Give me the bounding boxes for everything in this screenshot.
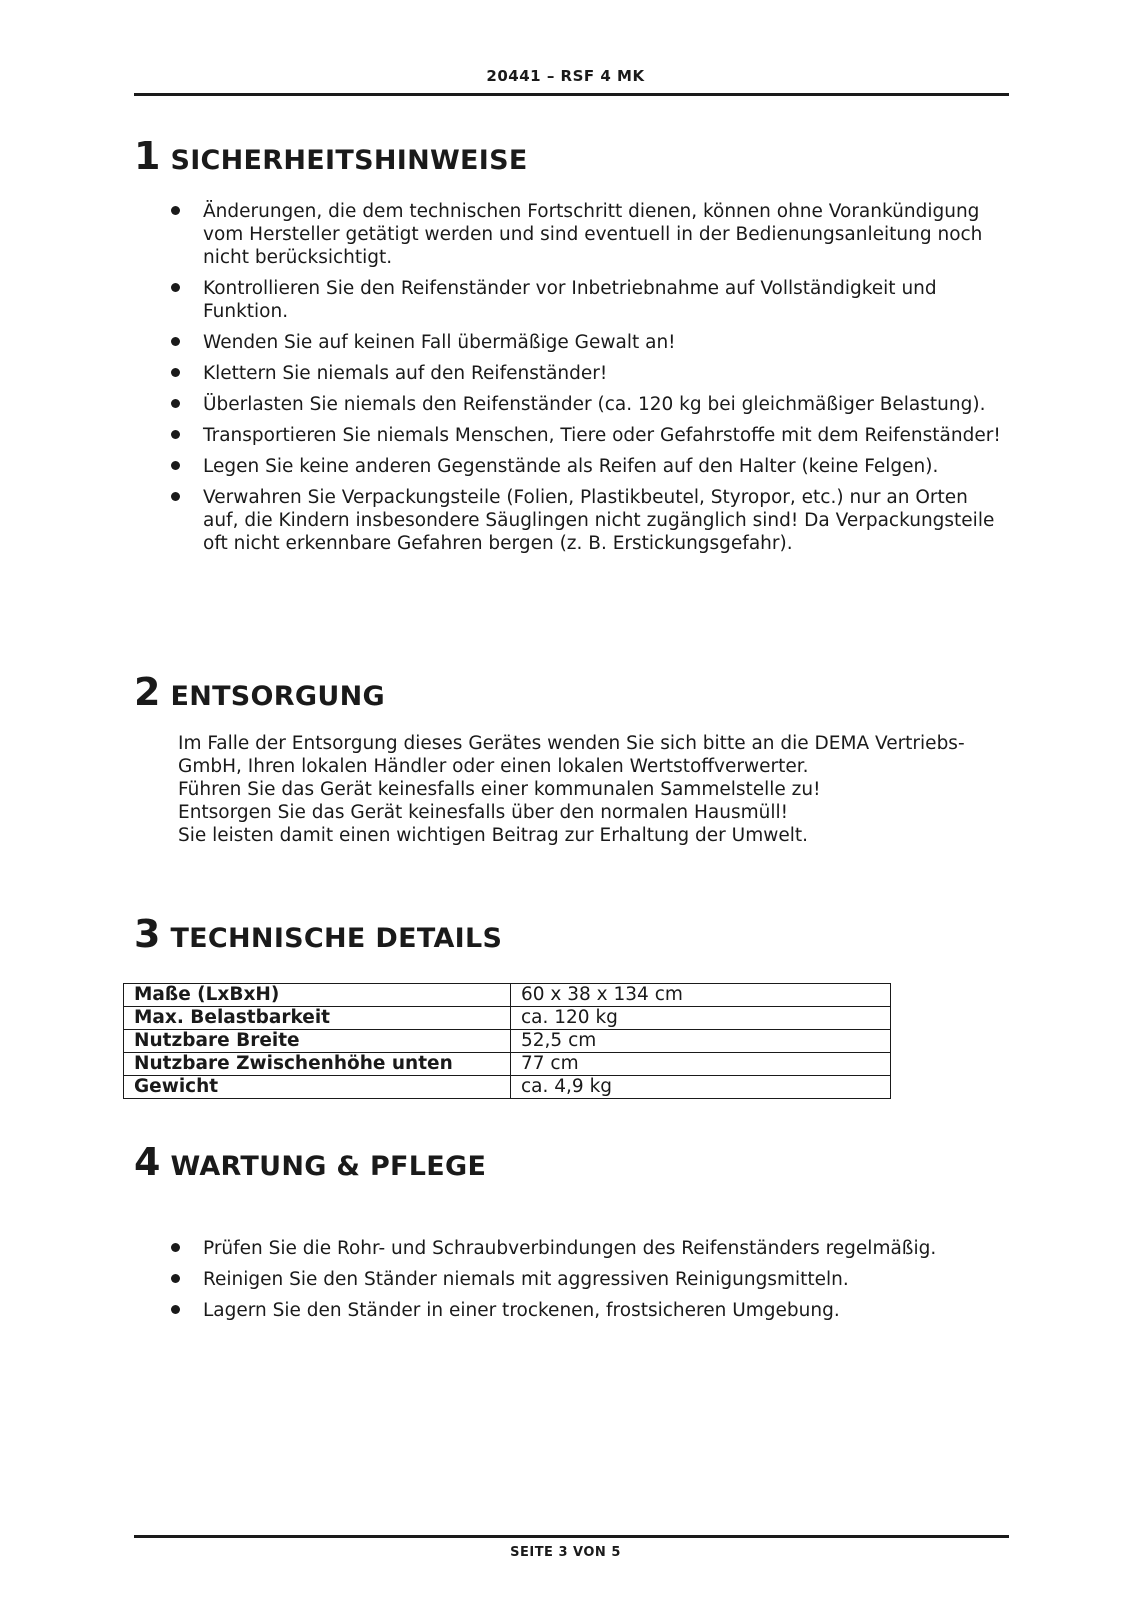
bullet-icon	[171, 1305, 180, 1314]
spec-label: Gewicht	[124, 1076, 511, 1099]
section-2-heading	[134, 670, 385, 714]
section-number: 1	[134, 134, 161, 178]
list-item: Verwahren Sie Verpackungsteile (Folien, Plastikbeutel, Styropor, etc.) nur an Orten auf, die Kindern insbesondere Säuglingen nicht zugänglich sind! Da Verpackungsteile oft nicht erkennbare Gefahren bergen (z. B. Erstickungsgefahr).	[165, 486, 1005, 555]
bullet-icon	[171, 1243, 180, 1252]
paragraph-line: Sie leisten damit einen wichtigen Beitrag zur Erhaltung der Umwelt.	[178, 825, 809, 846]
section-title: WARTUNG & PFLEGE	[170, 1151, 487, 1182]
bullet-icon	[171, 430, 180, 439]
spec-value: 52,5 cm	[511, 1030, 891, 1053]
disposal-paragraph	[178, 732, 1018, 847]
footer-rule	[134, 1535, 1009, 1538]
spec-label: Max. Belastbarkeit	[124, 1007, 511, 1030]
header-rule	[134, 93, 1009, 96]
section-1-heading	[134, 134, 528, 178]
technical-details-table	[123, 983, 891, 1099]
list-item: Änderungen, die dem technischen Fortschritt dienen, können ohne Vorankündigung vom Hersteller getätigt werden und sind eventuell in der Bedienungsanleitung noch nicht berücksichtigt.	[165, 200, 1005, 269]
list-item: Prüfen Sie die Rohr- und Schraubverbindungen des Reifenständers regelmäßig.	[165, 1237, 1005, 1260]
bullet-icon	[171, 399, 180, 408]
section-number: 4	[134, 1140, 161, 1184]
bullet-icon	[171, 283, 180, 292]
list-item: Überlasten Sie niemals den Reifenständer (ca. 120 kg bei gleichmäßiger Belastung).	[165, 393, 1005, 416]
spec-value: ca. 4,9 kg	[511, 1076, 891, 1099]
section-number: 3	[134, 912, 161, 956]
maintenance-list	[165, 1237, 1005, 1330]
document-header-title: 20441 – RSF 4 MK	[486, 67, 645, 85]
list-item: Kontrollieren Sie den Reifenständer vor Inbetriebnahme auf Vollständigkeit und Funktion.	[165, 277, 1005, 323]
bullet-icon	[171, 1274, 180, 1283]
bullet-icon	[171, 337, 180, 346]
table-row	[124, 984, 891, 1007]
list-item: Legen Sie keine anderen Gegenstände als Reifen auf den Halter (keine Felgen).	[165, 455, 1005, 478]
list-item: Klettern Sie niemals auf den Reifenständer!	[165, 362, 1005, 385]
paragraph-line: GmbH, Ihren lokalen Händler oder einen lokalen Wertstoffverwerter.	[178, 756, 809, 777]
table-row	[124, 1007, 891, 1030]
bullet-icon	[171, 461, 180, 470]
section-title: TECHNISCHE DETAILS	[170, 923, 503, 954]
bullet-icon	[171, 368, 180, 377]
list-item: Wenden Sie auf keinen Fall übermäßige Gewalt an!	[165, 331, 1005, 354]
paragraph-line: Führen Sie das Gerät keinesfalls einer kommunalen Sammelstelle zu!	[178, 779, 821, 800]
spec-value: 77 cm	[511, 1053, 891, 1076]
list-item: Lagern Sie den Ständer in einer trockenen, frostsicheren Umgebung.	[165, 1299, 1005, 1322]
bullet-icon	[171, 492, 180, 501]
spec-label: Nutzbare Breite	[124, 1030, 511, 1053]
table-row	[124, 1053, 891, 1076]
section-3-heading	[134, 912, 502, 956]
bullet-icon	[171, 206, 180, 215]
table-row	[124, 1076, 891, 1099]
spec-value: 60 x 38 x 134 cm	[511, 984, 891, 1007]
page-number: SEITE 3 VON 5	[510, 1545, 621, 1560]
spec-value: ca. 120 kg	[511, 1007, 891, 1030]
spec-label: Maße (LxBxH)	[124, 984, 511, 1007]
safety-notes-list	[165, 200, 1005, 563]
paragraph-line: Entsorgen Sie das Gerät keinesfalls über den normalen Hausmüll!	[178, 802, 789, 823]
section-4-heading	[134, 1140, 486, 1184]
table-row	[124, 1030, 891, 1053]
list-item: Reinigen Sie den Ständer niemals mit aggressiven Reinigungsmitteln.	[165, 1268, 1005, 1291]
spec-label: Nutzbare Zwischenhöhe unten	[124, 1053, 511, 1076]
section-title: ENTSORGUNG	[170, 681, 385, 712]
list-item: Transportieren Sie niemals Menschen, Tiere oder Gefahrstoffe mit dem Reifenständer!	[165, 424, 1005, 447]
paragraph-line: Im Falle der Entsorgung dieses Gerätes wenden Sie sich bitte an die DEMA Vertriebs-	[178, 733, 965, 754]
section-number: 2	[134, 670, 161, 714]
section-title: SICHERHEITSHINWEISE	[170, 145, 528, 176]
